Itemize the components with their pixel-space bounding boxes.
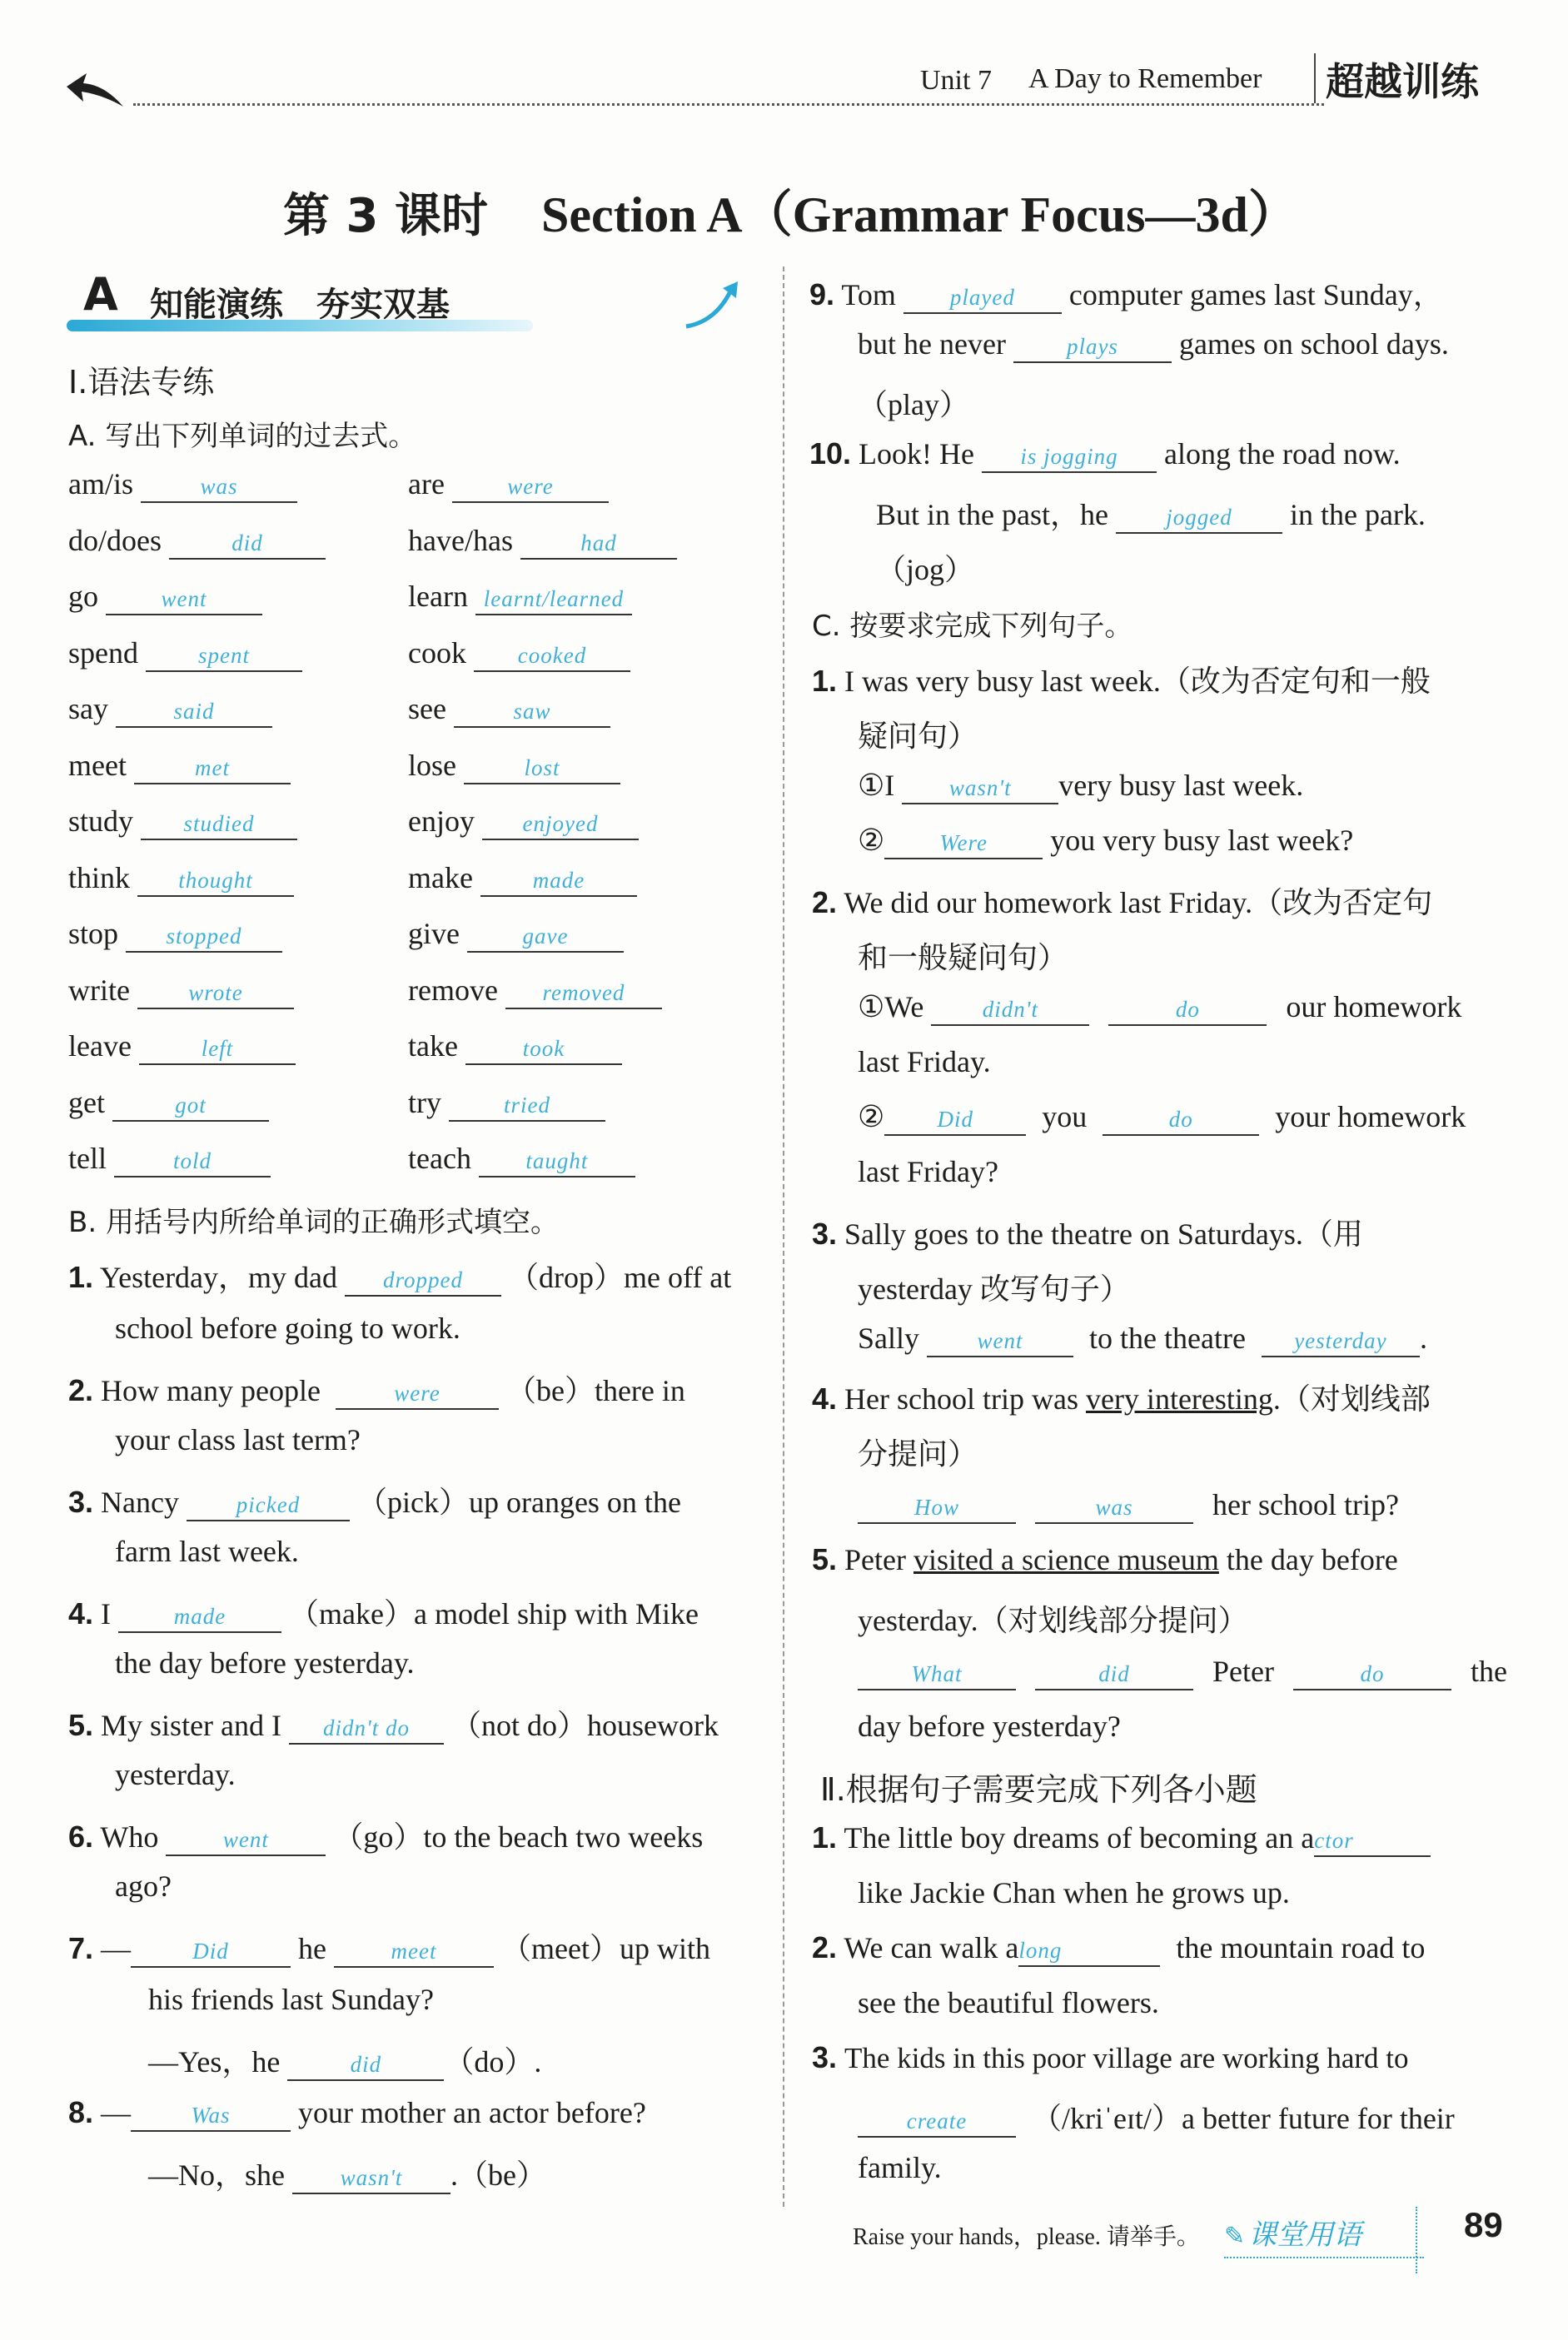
answer-blank[interactable]: didn't do: [289, 1708, 444, 1745]
answer-blank[interactable]: plays: [1013, 326, 1172, 363]
word-item: [408, 579, 632, 615]
word-label: meet: [68, 749, 127, 782]
c-q5-line3: What did Peter do the: [858, 1654, 1507, 1690]
answer-blank[interactable]: [480, 860, 637, 897]
p2-q3-line1: 3. The kids in this poor village are working hard to: [812, 2040, 1409, 2074]
answer-text: enjoyed: [522, 811, 599, 836]
c-q1-line2: 疑问句）: [858, 719, 978, 753]
b-q10-line2: But in the past，he jogged in the park.: [876, 491, 1426, 534]
answer-text: met: [194, 755, 230, 780]
word-item: [68, 691, 272, 728]
word-label: have/has: [408, 524, 513, 557]
p2-q1-line1: 1. The little boy dreams of becoming an actor: [812, 1820, 1431, 1857]
answer-text: left: [201, 1036, 234, 1061]
part1-c-heading: C. 按要求完成下列句子。: [812, 610, 1133, 643]
word-label: are: [408, 467, 445, 500]
b-q4-line1: 4. I made （make）a model ship with Mike: [68, 1591, 699, 1633]
b-q9-line3: （play）: [858, 388, 969, 421]
answer-blank[interactable]: [474, 635, 630, 672]
answer-text: gave: [522, 924, 569, 948]
answer-blank[interactable]: [464, 748, 620, 784]
answer-blank[interactable]: [146, 635, 302, 672]
c-q2-line1: 2. We did our homework last Friday.（改为否定句: [812, 885, 1433, 919]
answer-blank[interactable]: ctor: [1314, 1820, 1431, 1857]
word-label: go: [68, 580, 98, 613]
word-item: [68, 466, 297, 503]
header-separator: [1314, 53, 1316, 103]
lesson-title: [283, 175, 1298, 246]
c-q2-line2: 和一般疑问句）: [858, 941, 1068, 974]
b-q3-line1: 3. Nancy picked （pick）up oranges on the: [68, 1479, 681, 1521]
answer-blank[interactable]: Were: [884, 823, 1043, 859]
word-item: [408, 804, 639, 840]
b-q7-line2: his friends last Sunday?: [148, 1983, 434, 2016]
word-label: learn: [408, 580, 468, 613]
answer-blank[interactable]: [520, 523, 677, 560]
b-q2-line2: your class last term?: [115, 1423, 361, 1456]
answer-blank[interactable]: [465, 1028, 622, 1065]
b-q9-line2: but he never plays games on school days.: [858, 326, 1449, 363]
word-label: remove: [408, 973, 498, 1007]
b-q7-line3: —Yes，he did （do）.: [148, 2039, 541, 2081]
word-label: write: [68, 973, 130, 1007]
word-item: [408, 1141, 635, 1177]
word-item: [68, 804, 297, 840]
answer-blank[interactable]: [482, 804, 639, 840]
word-item: [408, 973, 662, 1009]
answer-blank[interactable]: did: [287, 2044, 444, 2081]
answer-blank[interactable]: dropped: [345, 1260, 501, 1297]
answer-blank[interactable]: do: [1293, 1654, 1451, 1690]
back-arrow-icon: [62, 67, 128, 117]
b-q5-line1: 5. My sister and I didn't do （not do）housework: [68, 1702, 719, 1745]
answer-text: wrote: [188, 980, 243, 1005]
answer-blank[interactable]: Did: [131, 1931, 291, 1968]
answer-text: spent: [198, 643, 250, 668]
c-q5-line4: day before yesterday?: [858, 1710, 1121, 1743]
answer-text: got: [175, 1093, 207, 1118]
page-number: 89: [1464, 2205, 1503, 2244]
word-item: [68, 1085, 269, 1122]
answer-text: told: [172, 1148, 212, 1173]
answer-blank[interactable]: made: [118, 1596, 281, 1633]
answer-text: removed: [542, 980, 625, 1005]
b-q10-line3: （jog）: [876, 553, 975, 586]
answer-blank[interactable]: Did: [884, 1099, 1026, 1136]
answer-blank[interactable]: picked: [187, 1485, 350, 1521]
b-q1-line2: school before going to work.: [115, 1312, 460, 1345]
answer-blank[interactable]: went: [927, 1321, 1073, 1357]
answer-blank[interactable]: [467, 916, 624, 953]
answer-blank[interactable]: How: [858, 1487, 1016, 1524]
p2-q1-line2: like Jackie Chan when he grows up.: [858, 1876, 1290, 1909]
word-item: [68, 860, 294, 897]
answer-text: tried: [504, 1093, 550, 1118]
lesson-number: 第 3 课时: [283, 189, 488, 243]
header-unit-title: A Day to Remember: [1028, 63, 1262, 94]
word-item: [68, 916, 282, 953]
answer-text: taught: [525, 1148, 589, 1173]
answer-blank[interactable]: Was: [131, 2095, 291, 2132]
p2-q2-line1: 2. We can walk along the mountain road to: [812, 1930, 1425, 1967]
footer-rule: [1224, 2257, 1424, 2258]
answer-blank[interactable]: played: [903, 277, 1062, 314]
answer-blank[interactable]: were: [336, 1373, 499, 1410]
b-q1-line1: 1. Yesterday，my dad dropped （drop）me off at: [68, 1254, 759, 1297]
word-label: get: [68, 1086, 105, 1119]
c-q2-line3: ①We didn't do our homework: [858, 989, 1461, 1026]
word-label: tell: [68, 1142, 107, 1175]
answer-text: lost: [524, 755, 560, 780]
answer-blank[interactable]: [116, 691, 272, 728]
b-q8-line2: —No，she wasn't .（be）: [148, 2152, 546, 2194]
b-q8-line1: 8. — Was your mother an actor before?: [68, 2095, 646, 2132]
answer-blank[interactable]: What: [858, 1654, 1016, 1690]
word-item: [68, 523, 326, 560]
answer-blank[interactable]: meet: [334, 1931, 494, 1968]
answer-blank[interactable]: do: [1108, 989, 1267, 1026]
answer-blank[interactable]: didn't: [931, 989, 1089, 1026]
p2-q3-line3: family.: [858, 2151, 942, 2184]
answer-blank[interactable]: long: [1018, 1930, 1160, 1967]
b-q10-line1: 10. Look! He is jogging along the road now.: [809, 436, 1401, 473]
answer-text: cooked: [517, 643, 587, 668]
b-q3-line2: farm last week.: [115, 1535, 299, 1568]
answer-blank[interactable]: [137, 973, 294, 1009]
c-q4-line1: 4. Her school trip was very interesting.（对划线部: [812, 1382, 1431, 1416]
answer-text: said: [173, 699, 215, 724]
footer-phrase: Raise your hands，please. 请举手。: [853, 2224, 1200, 2250]
answer-blank[interactable]: jogged: [1116, 497, 1282, 534]
answer-blank[interactable]: was: [1035, 1487, 1193, 1524]
answer-blank[interactable]: [139, 1028, 296, 1065]
answer-blank[interactable]: wasn't: [902, 768, 1058, 804]
word-item: [408, 916, 624, 953]
answer-blank[interactable]: [479, 1141, 635, 1177]
word-label: say: [68, 692, 108, 725]
answer-blank[interactable]: [126, 916, 282, 953]
answer-blank[interactable]: yesterday: [1262, 1321, 1420, 1357]
answer-blank[interactable]: [454, 691, 610, 728]
word-label: enjoy: [408, 804, 475, 838]
word-label: take: [408, 1029, 458, 1063]
word-label: spend: [68, 636, 138, 670]
word-item: [68, 748, 291, 784]
answer-blank[interactable]: create: [858, 2101, 1016, 2138]
word-item: [408, 691, 610, 728]
answer-blank[interactable]: [137, 860, 294, 897]
c-q1-line3: ①I wasn't very busy last week.: [858, 768, 1303, 804]
word-label: am/is: [68, 467, 133, 500]
c-q3-line2: yesterday 改写句子）: [858, 1272, 1130, 1306]
word-label: try: [408, 1086, 441, 1119]
pen-icon: ✎: [1224, 2223, 1246, 2250]
c-q2-line6: last Friday?: [858, 1155, 998, 1188]
p2-q2-line2: see the beautiful flowers.: [858, 1986, 1159, 2019]
word-item: [68, 579, 262, 615]
answer-text: saw: [513, 699, 551, 724]
answer-blank[interactable]: [141, 804, 297, 840]
header-brand: 超越训练: [1326, 59, 1479, 104]
c-q3-line1: 3. Sally goes to the theatre on Saturdays.（用: [812, 1217, 1363, 1251]
answer-blank[interactable]: wasn't: [292, 2158, 450, 2194]
answer-blank[interactable]: [106, 579, 262, 615]
footer-label: ✎ 课堂用语: [1224, 2218, 1362, 2252]
header-unit-label: Unit 7: [920, 65, 992, 96]
answer-blank[interactable]: [169, 523, 326, 560]
answer-blank[interactable]: [112, 1085, 269, 1122]
part2-title: Ⅱ.根据句子需要完成下列各小题: [820, 1771, 1257, 1808]
answer-blank[interactable]: [475, 579, 632, 615]
p2-q3-line2: create （/kriˈeɪt/）a better future for their: [858, 2095, 1455, 2138]
word-label: teach: [408, 1142, 471, 1175]
part1-b-heading: B. 用括号内所给单词的正确形式填空。: [68, 1206, 559, 1239]
word-label: leave: [68, 1029, 132, 1063]
banner-swoosh-icon: [683, 275, 749, 333]
answer-blank[interactable]: is jogging: [982, 436, 1157, 473]
section-banner: [67, 268, 749, 333]
word-item: [68, 1141, 271, 1177]
word-item: [408, 523, 677, 560]
answer-text: stopped: [166, 924, 242, 948]
b-q6-line2: ago?: [115, 1870, 172, 1903]
word-label: give: [408, 917, 460, 950]
word-item: [68, 973, 294, 1009]
b-q7-line1: 7. — Did he meet （meet）up with: [68, 1925, 710, 1968]
answer-text: learnt/learned: [483, 586, 625, 611]
b-q5-line2: yesterday.: [115, 1758, 236, 1791]
answer-text: did: [231, 530, 263, 555]
answer-blank[interactable]: went: [166, 1820, 326, 1856]
answer-blank[interactable]: [114, 1141, 271, 1177]
answer-blank[interactable]: [141, 466, 297, 503]
answer-blank[interactable]: [505, 973, 662, 1009]
word-item: [68, 635, 302, 672]
banner-letter: A: [83, 268, 118, 321]
answer-text: went: [161, 586, 207, 611]
word-item: [408, 1085, 605, 1122]
answer-text: took: [522, 1036, 565, 1061]
answer-text: thought: [178, 868, 253, 893]
part1-title: Ⅰ.语法专练: [68, 364, 215, 401]
b-q9-line1: 9. Tom played computer games last Sunday，: [809, 271, 1443, 314]
footer-separator: [1416, 2207, 1417, 2273]
word-label: do/does: [68, 524, 162, 557]
b-q2-line1: 2. How many people were （be）there in: [68, 1367, 685, 1410]
answer-blank[interactable]: did: [1035, 1654, 1193, 1690]
word-label: study: [68, 804, 134, 838]
banner-text: 知能演练 夯实双基: [150, 286, 450, 324]
answer-blank[interactable]: [134, 748, 291, 784]
b-q6-line1: 6. Who went （go）to the beach two weeks: [68, 1814, 703, 1856]
c-q1-line4: ② Were you very busy last week?: [858, 823, 1353, 859]
lesson-section: Section A（Grammar Focus—3d）: [540, 187, 1298, 242]
word-item: [408, 1028, 622, 1065]
word-label: lose: [408, 749, 456, 782]
answer-text: was: [200, 474, 238, 499]
c-q5-line1: 5. Peter visited a science museum the day before: [812, 1542, 1398, 1576]
answer-blank[interactable]: [449, 1085, 605, 1122]
word-label: make: [408, 861, 473, 894]
b-q4-line2: the day before yesterday.: [115, 1646, 415, 1680]
c-q4-line2: 分提问）: [858, 1437, 978, 1471]
answer-blank[interactable]: do: [1103, 1099, 1259, 1136]
answer-text: made: [532, 868, 585, 893]
c-q4-line3: How was her school trip?: [858, 1487, 1399, 1524]
word-label: think: [68, 861, 131, 894]
word-label: stop: [68, 917, 119, 950]
word-item: [408, 860, 637, 897]
answer-blank[interactable]: [452, 466, 609, 503]
word-label: cook: [408, 636, 466, 670]
answer-text: were: [507, 474, 554, 499]
word-item: [408, 635, 630, 672]
word-item: [408, 466, 609, 503]
c-q3-line3: Sally went to the theatre yesterday .: [858, 1321, 1427, 1357]
c-q2-line4: last Friday.: [858, 1045, 991, 1078]
answer-text: studied: [183, 811, 255, 836]
c-q2-line5: ② Did you do your homework: [858, 1099, 1466, 1136]
word-label: see: [408, 692, 446, 725]
header-rule: [133, 103, 1324, 106]
word-item: [68, 1028, 296, 1065]
part1-a-heading: A. 写出下列单词的过去式。: [68, 420, 417, 453]
column-divider: [783, 266, 784, 2207]
c-q1-line1: 1. I was very busy last week.（改为否定句和一般: [812, 664, 1431, 698]
word-item: [408, 748, 620, 784]
answer-text: had: [580, 530, 617, 555]
c-q5-line2: yesterday.（对划线部分提问）: [858, 1604, 1248, 1637]
